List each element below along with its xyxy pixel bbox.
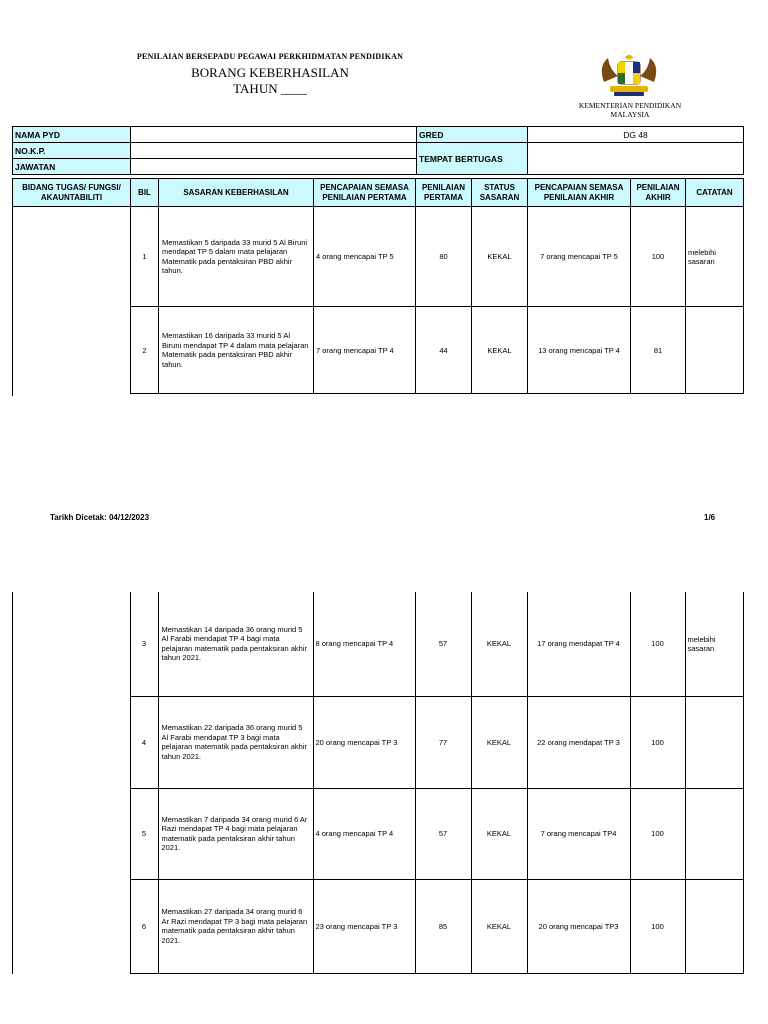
penilaian-pertama-cell: 80 <box>416 207 472 307</box>
table-row <box>12 592 743 696</box>
coat-of-arms-icon <box>596 52 662 98</box>
catatan-cell: melebihi sasaran <box>685 592 743 696</box>
col-bidang: BIDANG TUGAS/ FUNGSI/ AKAUNTABILITI <box>13 179 131 207</box>
status-cell: KEKAL <box>472 207 528 307</box>
page-number: 1/6 <box>704 513 716 522</box>
jawatan-label: JAWATAN <box>13 159 131 175</box>
sasaran-cell: Memastikan 27 daripada 34 orang murid 6 Ar Razi mendapat TP 3 bagi mata pelajaran matematik pada pentaksiran akhir tahun 2021. <box>158 879 313 973</box>
catatan-cell <box>685 788 743 879</box>
penilaian-akhir-cell: 100 <box>630 788 685 879</box>
sasaran-cell: Memastikan 14 daripada 36 orang murid 5 Al Farabi mendapat TP 4 bagi mata pelajaran matematik pada pentaksiran akhir tahun 2021. <box>158 592 313 696</box>
col-pencapaian-pertama: PENCAPAIAN SEMASA PENILAIAN PERTAMA <box>314 179 416 207</box>
pencapaian-pertama-cell: 23 orang mencapai TP 3 <box>313 879 415 973</box>
col-bil: BIL <box>131 179 159 207</box>
catatan-cell <box>685 696 743 788</box>
col-status: STATUS SASARAN <box>472 179 528 207</box>
form-heading: PENILAIAN BERSEPADU PEGAWAI PERKHIDMATAN PENDIDIKAN <box>136 52 404 61</box>
status-cell: KEKAL <box>472 307 528 394</box>
pencapaian-pertama-cell: 20 orang mencapai TP 3 <box>313 696 415 788</box>
sasaran-cell: Memastikan 7 daripada 34 orang murid 6 Ar Razi mendapat TP 4 bagi mata pelajaran matematik pada pentaksiran akhir tahun 2021. <box>158 788 313 879</box>
bil-cell: 3 <box>130 592 158 696</box>
status-cell: KEKAL <box>471 788 527 879</box>
penilaian-akhir-cell: 100 <box>630 696 685 788</box>
bil-cell: 6 <box>130 879 158 973</box>
left-border-line <box>12 592 13 974</box>
bil-cell: 5 <box>130 788 158 879</box>
nokp-label: NO.K.P. <box>13 143 131 159</box>
status-cell: KEKAL <box>471 879 527 973</box>
nama-value <box>131 127 417 143</box>
pencapaian-akhir-cell: 7 orang mencapai TP 5 <box>528 207 631 307</box>
jawatan-value <box>131 159 417 175</box>
pencapaian-pertama-cell: 4 orang mencapai TP 5 <box>314 207 416 307</box>
penilaian-akhir-cell: 100 <box>630 592 685 696</box>
penilaian-pertama-cell: 44 <box>416 307 472 394</box>
tempat-label: TEMPAT BERTUGAS <box>417 143 528 175</box>
results-table-page-1 <box>12 178 744 394</box>
nama-label: NAMA PYD <box>13 127 131 143</box>
pencapaian-akhir-cell: 13 orang mencapai TP 4 <box>528 307 631 394</box>
nokp-value <box>131 143 417 159</box>
pencapaian-akhir-cell: 22 orang mendapat TP 3 <box>527 696 630 788</box>
catatan-cell: melebihi sasaran <box>686 207 744 307</box>
pencapaian-pertama-cell: 4 orang mencapai TP 4 <box>313 788 415 879</box>
bil-cell: 2 <box>131 307 159 394</box>
col-penilaian-pertama: PENILAIAN PERTAMA <box>416 179 472 207</box>
gred-value: DG 48 <box>528 127 744 143</box>
penilaian-akhir-cell: 100 <box>630 879 685 973</box>
results-table-page-2 <box>12 592 744 974</box>
left-border-line <box>12 205 13 396</box>
pencapaian-akhir-cell: 7 orang mencapai TP4 <box>527 788 630 879</box>
status-cell: KEKAL <box>471 696 527 788</box>
col-pencapaian-akhir: PENCAPAIAN SEMASA PENILAIAN AKHIR <box>528 179 631 207</box>
form-year: TAHUN ____ <box>233 81 307 96</box>
info-table <box>12 126 744 175</box>
penilaian-akhir-cell: 100 <box>631 207 686 307</box>
penilaian-pertama-cell: 77 <box>415 696 471 788</box>
pencapaian-pertama-cell: 8 orang mencapai TP 4 <box>313 592 415 696</box>
pencapaian-pertama-cell: 7 orang mencapai TP 4 <box>314 307 416 394</box>
bil-cell: 1 <box>131 207 159 307</box>
col-catatan: CATATAN <box>686 179 744 207</box>
col-penilaian-akhir: PENILAIAN AKHIR <box>631 179 686 207</box>
penilaian-akhir-cell: 81 <box>631 307 686 394</box>
table-row <box>13 207 744 307</box>
ministry-line-2: MALAYSIA <box>610 110 650 119</box>
gred-label: GRED <box>417 127 528 143</box>
penilaian-pertama-cell: 57 <box>415 788 471 879</box>
form-title: BORANG KEBERHASILAN <box>191 65 349 80</box>
bidang-cell <box>12 592 130 973</box>
pencapaian-akhir-cell: 17 orang mendapat TP 4 <box>527 592 630 696</box>
ministry-name <box>560 101 700 119</box>
bidang-cell <box>13 207 131 394</box>
sasaran-cell: Memastikan 22 daripada 36 orang murid 5 Al Farabi mendapat TP 3 bagi mata pelajaran matematik pada pentaksiran akhir tahun 2021. <box>158 696 313 788</box>
pencapaian-akhir-cell: 20 orang mencapai TP3 <box>527 879 630 973</box>
ministry-line-1: KEMENTERIAN PENDIDIKAN <box>578 101 682 110</box>
print-date: Tarikh Dicetak: 04/12/2023 <box>50 513 150 522</box>
sasaran-cell: Memastikan 16 daripada 33 murid 5 Al Biruni mendapat TP 4 dalam mata pelajaran Matematik pada pentaksiran PBD akhir tahun. <box>159 307 314 394</box>
status-cell: KEKAL <box>471 592 527 696</box>
penilaian-pertama-cell: 57 <box>415 592 471 696</box>
col-sasaran: SASARAN KEBERHASILAN <box>159 179 314 207</box>
sasaran-cell: Memastikan 5 daripada 33 murid 5 Al Biruni mendapat TP 5 dalam mata pelajaran Matematik pada pentaksiran PBD akhir tahun. <box>159 207 314 307</box>
tempat-value <box>528 143 744 175</box>
penilaian-pertama-cell: 85 <box>415 879 471 973</box>
catatan-cell <box>685 879 743 973</box>
bil-cell: 4 <box>130 696 158 788</box>
catatan-cell <box>686 307 744 394</box>
